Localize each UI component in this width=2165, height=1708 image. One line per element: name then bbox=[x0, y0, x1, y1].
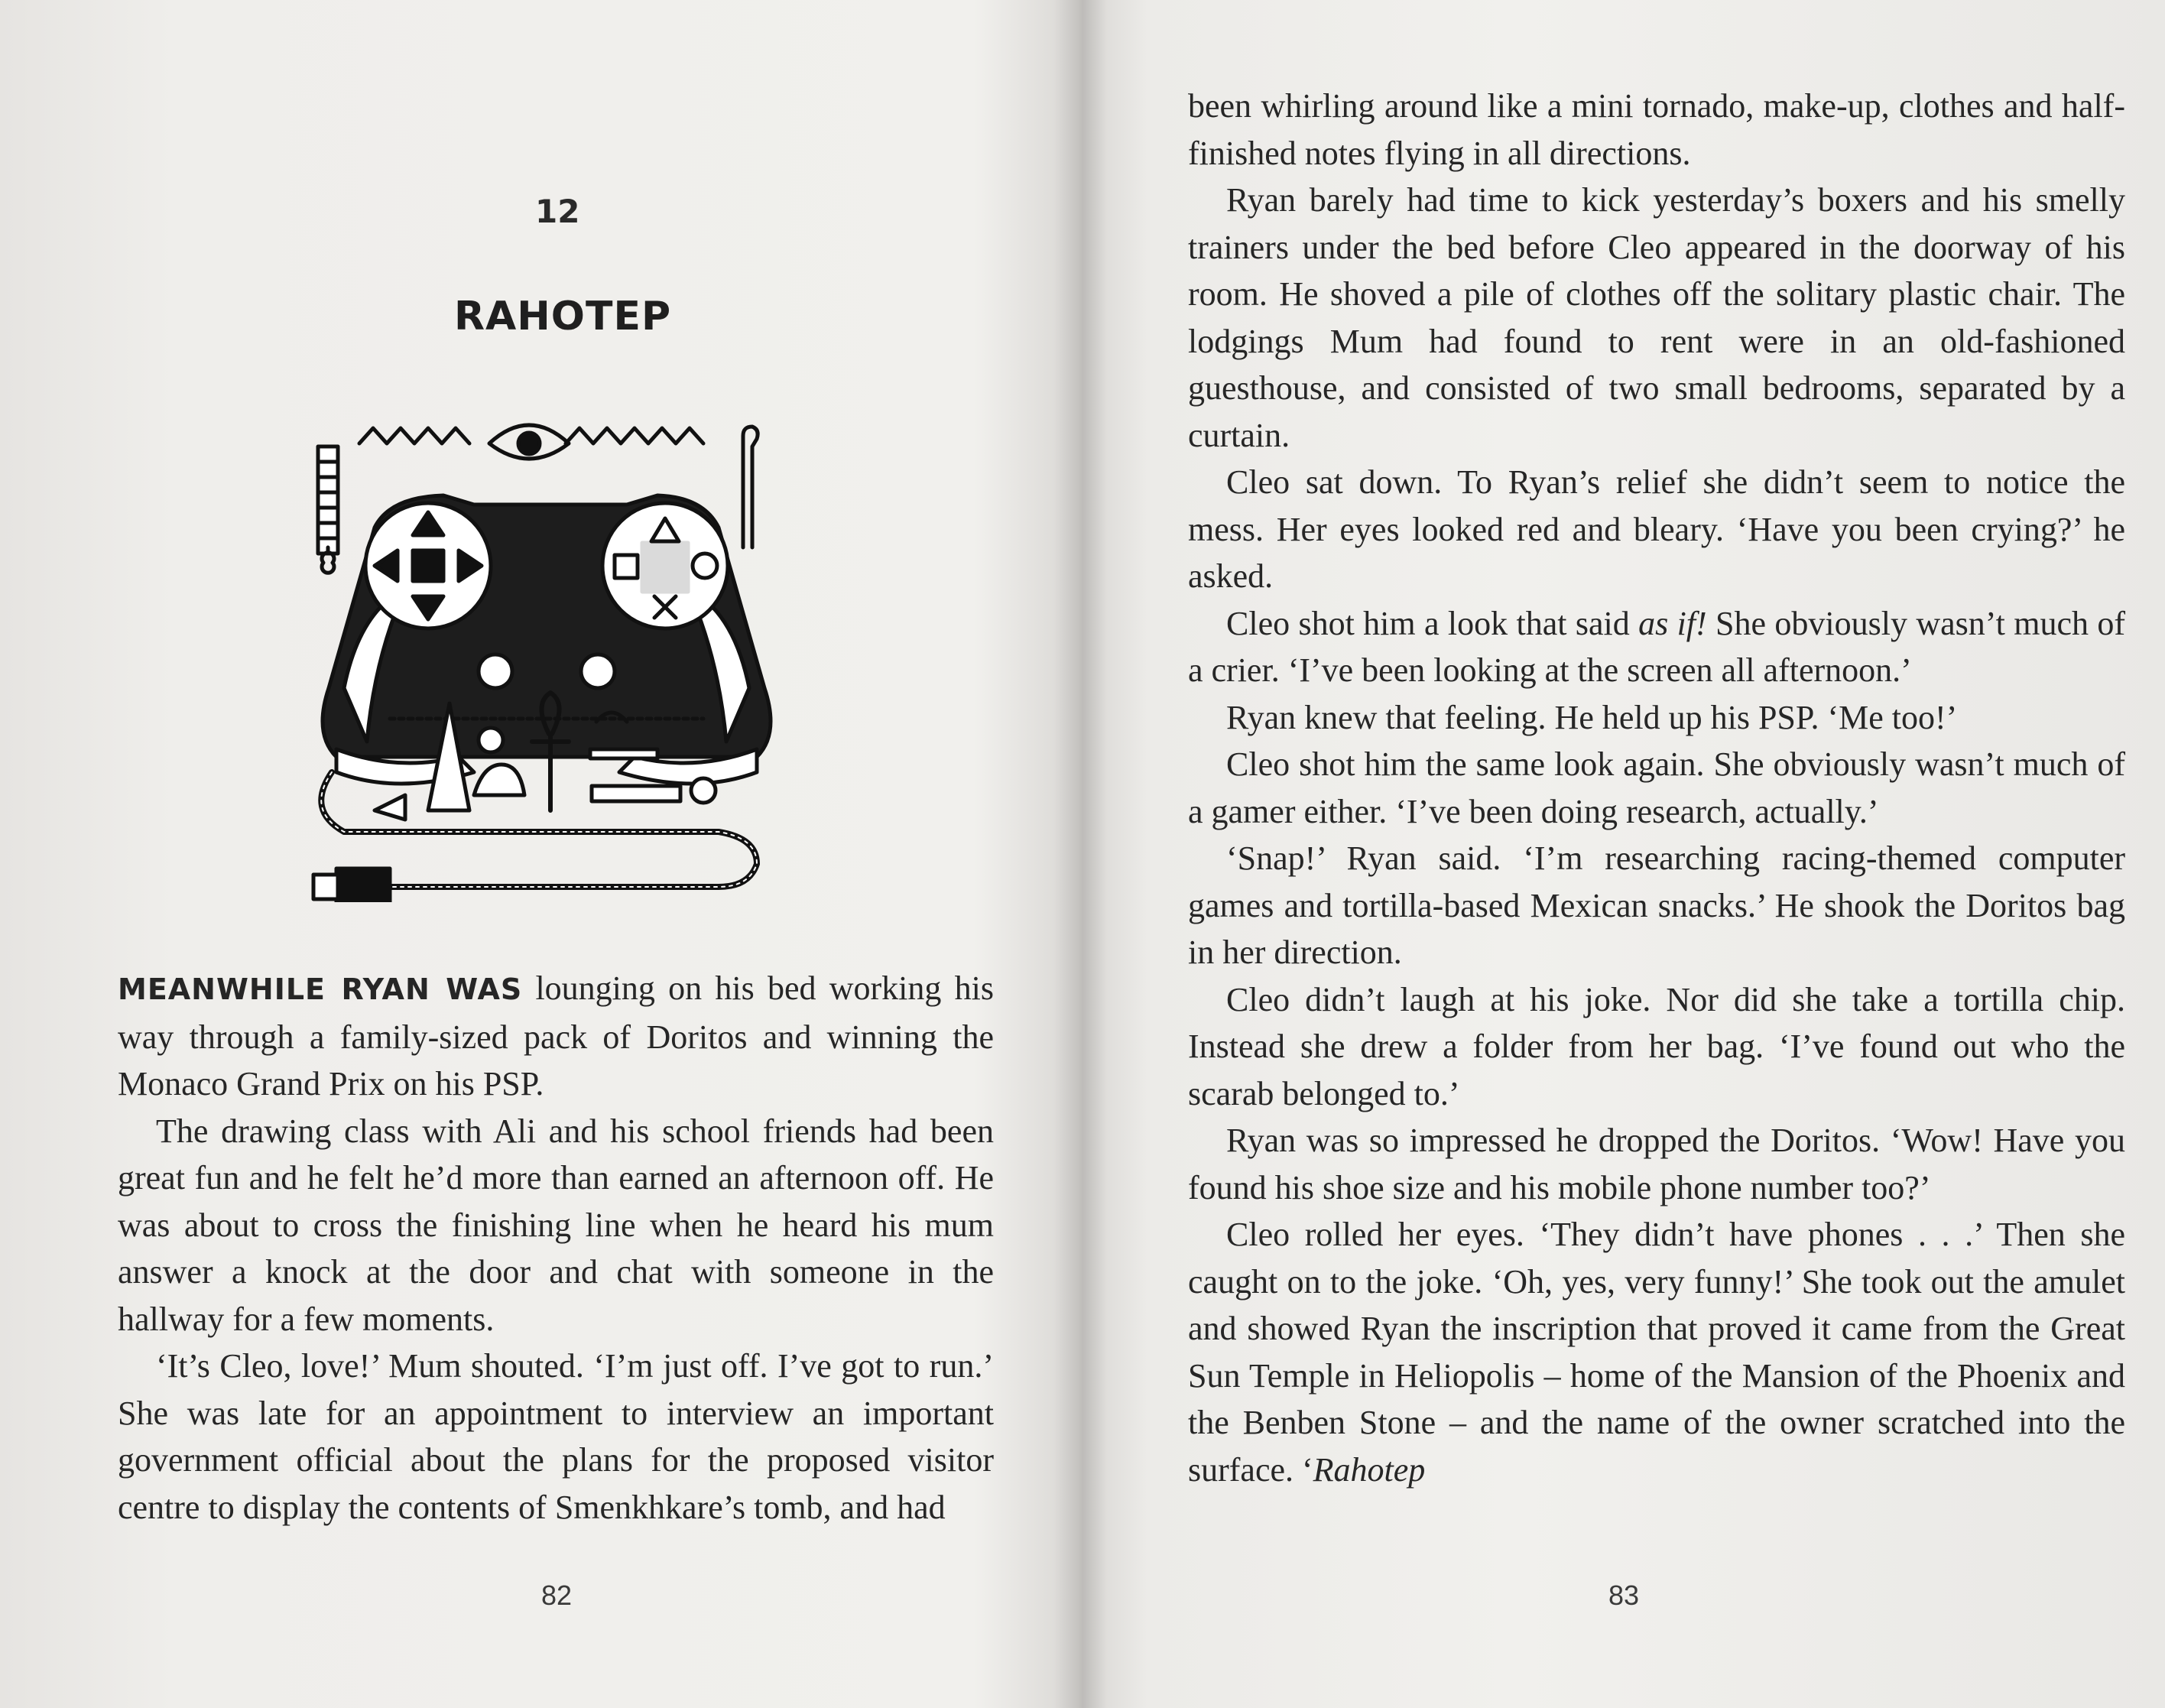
right-paragraph-6: Cleo shot him the same look again. She obviously wasn’t much of a gamer either. ‘I’ve been doing research, actually.’ bbox=[1188, 745, 2125, 830]
right-paragraph-10-before: Cleo rolled her eyes. ‘They didn’t have phones . . .’ Then she caught on to the joke. ‘Oh, yes, very funny!’ She took out the amulet and showed Ryan the inscription that proved it came from the Great Sun Temple in Heliopolis – home of the Mansion of the Phoenix and the Benben Stone – and the name of the owner scratched into the surface. ‘ bbox=[1188, 1216, 2125, 1489]
left-paragraph-1-text: lounging on his bed working his way through a family-sized pack of Doritos and winning the Monaco Grand Prix on his PSP. bbox=[118, 969, 994, 1102]
left-paragraph-3: ‘It’s Cleo, love!’ Mum shouted. ‘I’m just off. I’ve got to run.’ She was late for an appointment to interview an important government official about the plans for the proposed visitor centre to display the contents of Smenkhkare’s tomb, and had bbox=[118, 1347, 994, 1526]
right-body-text bbox=[1188, 83, 2125, 1493]
left-paragraph-2: The drawing class with Ali and his school friends had been great fun and he felt he’d more than earned an afternoon off. He was about to cross the finishing line when he heard his mum answer a knock at the door and chat with someone in the hallway for a few moments. bbox=[118, 1112, 994, 1338]
right-paragraph-1: been whirling around like a mini tornado, make-up, clothes and half-finished notes flying in all directions. bbox=[1188, 87, 2125, 172]
right-page bbox=[1082, 0, 2165, 1708]
right-paragraph-5: Ryan knew that feeling. He held up his PSP. ‘Me too!’ bbox=[1226, 698, 1958, 736]
right-paragraph-4-italic: as if! bbox=[1638, 604, 1707, 642]
chapter-number: 12 bbox=[535, 193, 580, 230]
page-number-right: 83 bbox=[1608, 1580, 1640, 1611]
right-paragraph-3: Cleo sat down. To Ryan’s relief she didn’t seem to notice the mess. Her eyes looked red and bleary. ‘Have you been crying?’ he asked. bbox=[1188, 463, 2125, 595]
left-page bbox=[0, 0, 1070, 1708]
right-paragraph-4-before: Cleo shot him a look that said bbox=[1226, 604, 1639, 642]
right-paragraph-9: Ryan was so impressed he dropped the Doritos. ‘Wow! Have you found his shoe size and his mobile phone number too?’ bbox=[1188, 1122, 2125, 1206]
right-paragraph-4 bbox=[1188, 600, 2125, 694]
left-body-text bbox=[118, 965, 994, 1531]
page-number-left: 82 bbox=[541, 1580, 573, 1611]
right-paragraph-8: Cleo didn’t laugh at his joke. Nor did she take a tortilla chip. Instead she drew a folder from her bag. ‘I’ve found out who the scarab belonged to.’ bbox=[1188, 980, 2125, 1112]
right-paragraph-10 bbox=[1188, 1211, 2125, 1493]
right-paragraph-10-italic: Rahotep bbox=[1313, 1450, 1426, 1489]
right-paragraph-4-after: She obviously wasn’t much of a crier. ‘I’ve been looking at the screen all afternoon.’ bbox=[1188, 604, 2125, 689]
right-paragraph-7: ‘Snap!’ Ryan said. ‘I’m researching racing-themed computer games and tortilla-based Mexican snacks.’ He shook the Doritos bag in her direction. bbox=[1188, 839, 2125, 971]
chapter-lead-in: MEANWHILE RYAN WAS bbox=[118, 973, 523, 1006]
right-paragraph-2: Ryan barely had time to kick yesterday’s boxers and his smelly trainers under the bed before Cleo appeared in the doorway of his room. He shoved a pile of clothes off the solitary plastic chair. The lodgings Mum had found to rent were in an old-fashioned guesthouse, and consisted of two small bedrooms, separated by a curtain. bbox=[1188, 181, 2125, 454]
game-controller-with-hieroglyphs-icon bbox=[291, 413, 795, 902]
left-paragraph-1 bbox=[118, 965, 994, 1108]
chapter-title: RAHOTEP bbox=[454, 294, 672, 339]
